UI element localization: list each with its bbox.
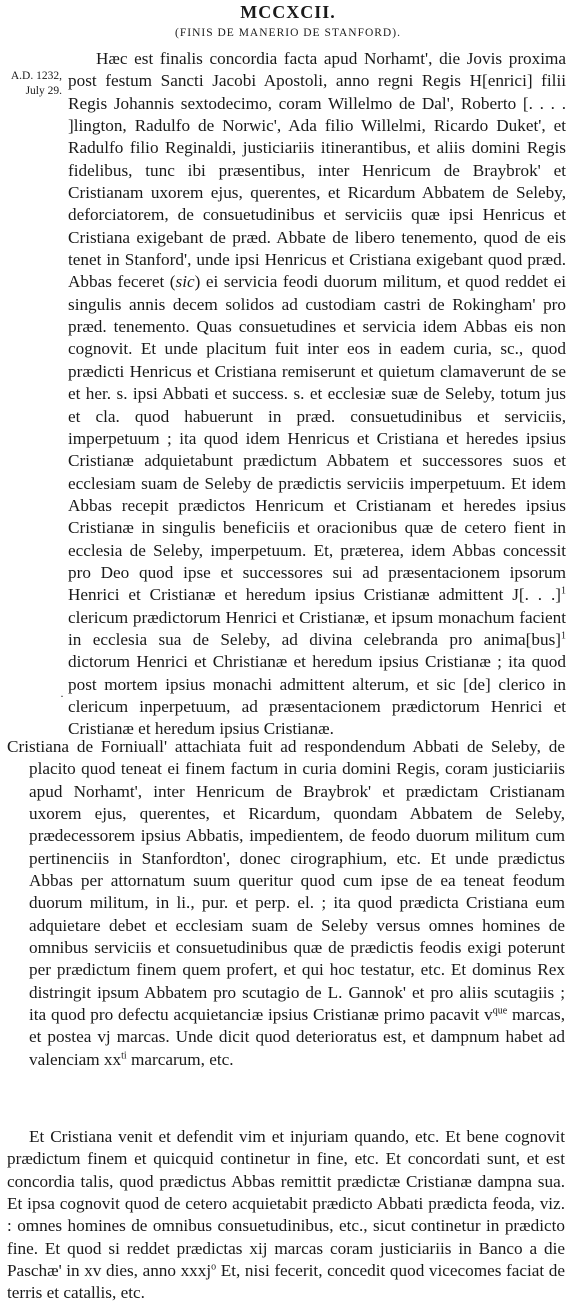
agreement-superscript: o [211, 1261, 217, 1273]
charter-paragraph [68, 48, 566, 741]
plea-text-end: marcarum, etc. [126, 1049, 234, 1069]
charter-subheading: (FINIS DE MANERIO DE STANFORD). [175, 27, 401, 39]
charter-number-heading: MCCXCII. [240, 2, 336, 22]
margin-mark: · [60, 689, 64, 703]
charter-body-block [68, 48, 566, 741]
agreement-paragraph [7, 1126, 565, 1305]
agreement-text-end: Et, nisi fecerit, concedit quod vicecomes faciat de terris et catallis, etc. [7, 1261, 565, 1303]
margin-date-note [2, 69, 62, 99]
plea-text-mid: marcas, et postea vj marcas. Unde dicit quod deterioratus est, et dampnum habet ad valenciam xx [29, 1005, 566, 1069]
footnote-ref-1: 1 [561, 585, 566, 597]
plea-superscript-1: que [492, 1005, 508, 1017]
charter-text-end: dictorum Henrici et Christianæ et heredum ipsius Cristianæ ; ita quod post mortem ipsius monachi admittent alterum, et sic [de] clerico in clericum inperpetuum, ad præsentacionem prædictorum Henrici et Cristianæ et heredum ipsius Cristianæ. [68, 652, 566, 739]
charter-text-start: Hæc est finalis concordia facta apud Norhamt', die Jovis proxima post festum Sancti Jacobi Apostoli, anno regni Regis H[enrici] filii Regis Johannis sextodecimo, coram Willelmo de Dal', Roberto [. . . . ]lington, Radulfo de Norwic', Ada filio Willelmi, Ricardo Duket', et Radulfo filio Reginaldi, justiciariis itinerantibus, et aliis domini Regis fidelibus, tunc ibi præsentibus, inter Henricum de Braybrok' et Cristianam uxorem ejus, querentes, et Ricardum Abbatem de Seleby, deforciatorem, de consuetudinibus et serviciis quæ ipsi Henricus et Cristiana exigebant de præd. Abbate de libero tenemento, quod de eis tenet in Stanford', unde ipsi Henricus et Cristiana exigebant quod præd. Abbas feceret (sic) ei servicia feodi duorum militum, et quod reddet ei singulis annis decem solidos ad custodiam castri de Rokingham' pro præd. tenemento. Quas consuetudines et servicia idem Abbas eis non cognovit. Et unde placitum fuit inter eos in eadem curia, sc., quod prædicti Henricus et Cristiana remiserunt et quietum clamaverunt de se et her. s. ipsi Abbati et success. s. et ecclesiæ suæ de Seleby, totum jus et cla. quod habuerunt in præd. consuetudinibus et serviciis, imperpetuum ; ita quod idem Henricus et Cristiana et heredes ipsius Cristianæ adquietabunt prædictum Abbatem et successores suos et ecclesiam suam de Seleby de prædictis serviciis imperpetuum. Et idem Abbas recepit prædictos Henricum et Cristianam et heredes ipsius Cristianæ in singulis beneficiis et oracionibus quæ de cetero fient in ecclesia de Seleby, imperpetuum. Et, præterea, idem Abbas concessit pro Deo quod ipse et successores sui ad præsentacionem ipsorum Henrici et Cristianæ et heredum ipsius Cristianæ admittent J[. . .] [68, 49, 566, 605]
margin-date-day: July 29. [25, 85, 62, 97]
footnote-ref-2: 1 [561, 630, 566, 642]
agreement-block [7, 1126, 565, 1305]
charter-text-cont: clericum prædictorum Henrici et Cristianæ, et ipsum monachum facient in ecclesia sua de Seleby, ad divina celebranda pro anima[bus] [68, 607, 566, 649]
plea-superscript-2: ti [121, 1050, 127, 1062]
plea-paragraph [7, 736, 565, 1071]
plea-text-start: Cristiana de Forniuall' attachiata fuit ad respondendum Abbati de Seleby, de placito quod teneat ei finem factum in curia domini Regis, coram justiciariis apud Norhamt', inter Henricum de Braybrok' et prædictam Cristianam uxorem ejus, querentes, et Ricardum, quondam Abbatem de Seleby, prædecessorem ipsius Abbatis, impedientem, de feodo duorum militum cum pertinenciis in Stanfordton', donec cirographium, etc. Et unde prædictus Abbas per attornatum suum queritur quod cum ipse de ea teneat feodum duorum militum, in li., pur. et perp. el. ; ita quod prædicta Cristiana eum adquietare debet et ecclesiam suam de Seleby versus omnes homines de omnibus serviciis et consuetudinibus quæ de prædictis feodis exigi poterunt per prædictum finem quem profert, et qui hoc testatur, etc. Et dominus Rex distringit ipsum Abbatem pro scutagio de L. Gannok' et pro aliis scutagiis ; ita quod pro defectu acquietanciæ ipsius Cristianæ primo pacavit v [7, 737, 565, 1025]
agreement-text-start: Et Cristiana venit et defendit vim et injuriam quando, etc. Et bene cognovit prædictum finem et quicquid continetur in fine, etc. Et concordati sunt, et est concordia talis, quod prædictus Abbas remittit prædictæ Cristianæ dampna sua. Et ipsa cognovit quod de cetero acquietabit prædicto Abbati prædicta feoda, viz. : omnes homines de omnibus consuetudinibus, etc., sicut continetur in prædicto fine. Et quod si reddet prædictas xij marcas coram justiciariis in Banco a die Paschæ' in xv dies, anno xxxj [7, 1127, 565, 1281]
plea-block [7, 736, 565, 1071]
margin-date-year: A.D. 1232, [10, 70, 62, 82]
